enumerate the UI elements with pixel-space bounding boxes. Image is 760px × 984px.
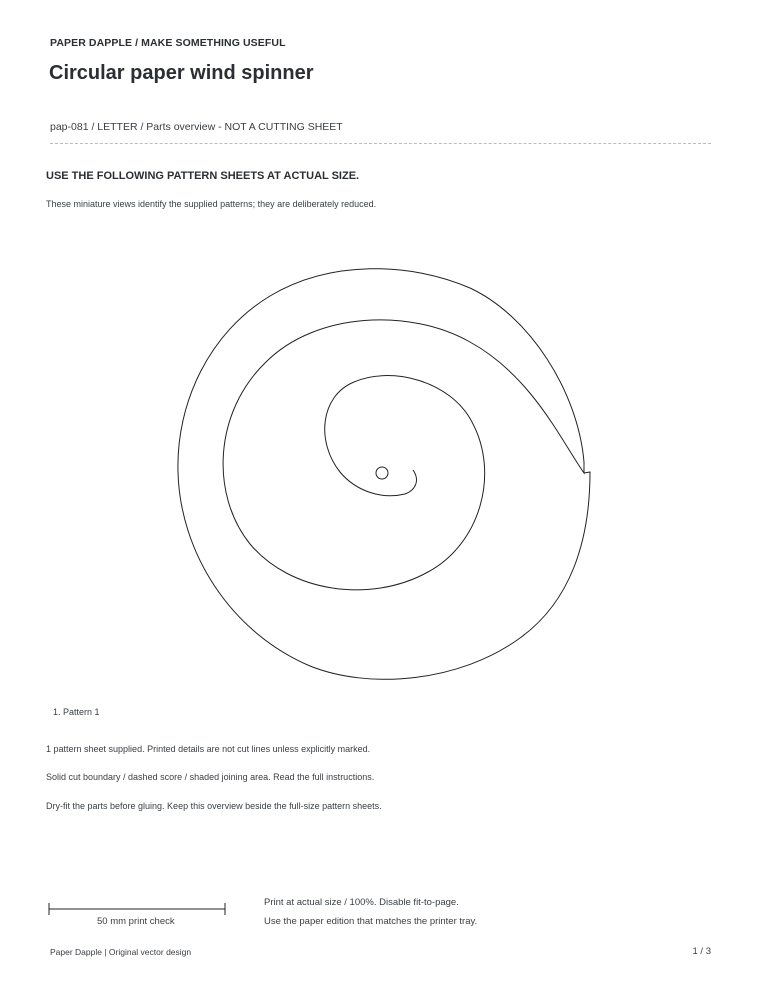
page-number: 1 / 3 — [692, 946, 711, 957]
header-divider — [50, 143, 711, 144]
spinner-pattern-figure — [170, 262, 594, 686]
document-meta: pap-081 / LETTER / Parts overview - NOT A CUTTING SHEET — [50, 121, 343, 133]
center-hole — [376, 467, 388, 479]
print-instruction: Print at actual size / 100%. Disable fit-to-page. — [264, 897, 459, 908]
figure-caption: 1. Pattern 1 — [53, 707, 100, 717]
body-line-legend: Solid cut boundary / dashed score / shaded joining area. Read the full instructions. — [46, 772, 375, 782]
page-title: Circular paper wind spinner — [49, 62, 314, 84]
scale-bar — [48, 901, 228, 917]
paper-instruction: Use the paper edition that matches the printer tray. — [264, 916, 478, 927]
brand-line: PAPER DAPPLE / MAKE SOMETHING USEFUL — [50, 37, 286, 49]
body-line-dry-fit: Dry-fit the parts before gluing. Keep this overview beside the full-size pattern sheets. — [46, 801, 382, 811]
footer-credit: Paper Dapple | Original vector design — [50, 947, 192, 957]
instruction-heading: USE THE FOLLOWING PATTERN SHEETS AT ACTUAL SIZE. — [46, 170, 360, 182]
spiral-cut-line — [178, 269, 590, 680]
scale-bar-label: 50 mm print check — [97, 916, 175, 927]
body-line-sheets: 1 pattern sheet supplied. Printed details are not cut lines unless explicitly marked. — [46, 744, 371, 754]
reduction-note: These miniature views identify the supplied patterns; they are deliberately reduced. — [46, 199, 377, 209]
